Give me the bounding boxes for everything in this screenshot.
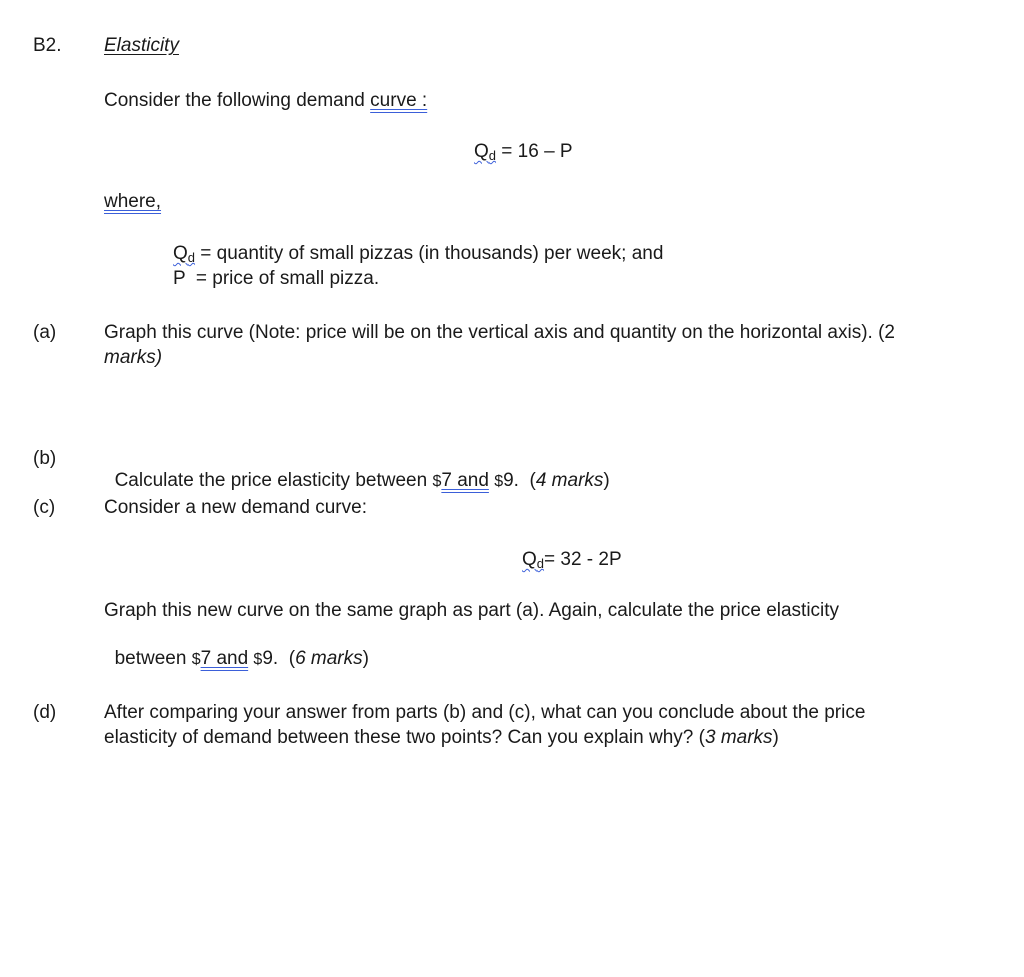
part-b-range: 7 and xyxy=(441,470,489,491)
def-qd-text: = quantity of small pizzas (in thousands) per week; and xyxy=(195,243,664,264)
part-c-label: (c) xyxy=(33,497,56,518)
part-b-text: Calculate the price elasticity between $7 and $9. (4 marks) xyxy=(114,470,610,491)
part-c-line2: between $7 and $9. (6 marks) xyxy=(114,648,369,669)
demand-equation-1 xyxy=(474,141,573,163)
part-a-line2: marks) xyxy=(104,347,163,368)
definition-p: P = price of small pizza. xyxy=(173,268,380,289)
part-b-label: (b) xyxy=(33,448,57,469)
part-d-marks: 3 marks xyxy=(704,727,773,748)
part-c-line1: Graph this new curve on the same graph as part (a). Again, calculate the price elasticity xyxy=(104,600,840,621)
part-d-line1: After comparing your answer from parts (b) and (c), what can you conclude about the price xyxy=(104,702,866,723)
question-number: B2. xyxy=(33,35,62,56)
question-title: Elasticity xyxy=(104,35,179,56)
definition-qd xyxy=(173,243,663,265)
part-d-label: (d) xyxy=(33,702,57,723)
intro-text: Consider the following demand xyxy=(104,90,371,111)
part-c-text: Consider a new demand curve: xyxy=(104,497,367,518)
part-c-marks: 6 marks xyxy=(295,648,363,669)
part-b-marks: 4 marks xyxy=(535,470,604,491)
intro-line xyxy=(104,90,427,112)
eq1-q: Qd xyxy=(474,141,497,163)
eq2-rest: = 32 - 2P xyxy=(544,549,622,570)
part-c-range: 7 and xyxy=(200,648,249,669)
intro-curve-word: curve : xyxy=(370,90,428,111)
eq1-rest: = 16 – P xyxy=(496,141,573,162)
def-qd-symbol: Qd xyxy=(173,243,196,265)
where-label: where, xyxy=(104,191,162,212)
part-a-line1: Graph this curve (Note: price will be on the vertical axis and quantity on the horizontal axis). (2 xyxy=(104,322,895,343)
part-d-line2: elasticity of demand between these two points? Can you explain why? (3 marks) xyxy=(104,727,779,748)
demand-equation-2 xyxy=(522,549,622,571)
part-a-label: (a) xyxy=(33,322,57,343)
eq2-q: Qd xyxy=(522,549,545,571)
